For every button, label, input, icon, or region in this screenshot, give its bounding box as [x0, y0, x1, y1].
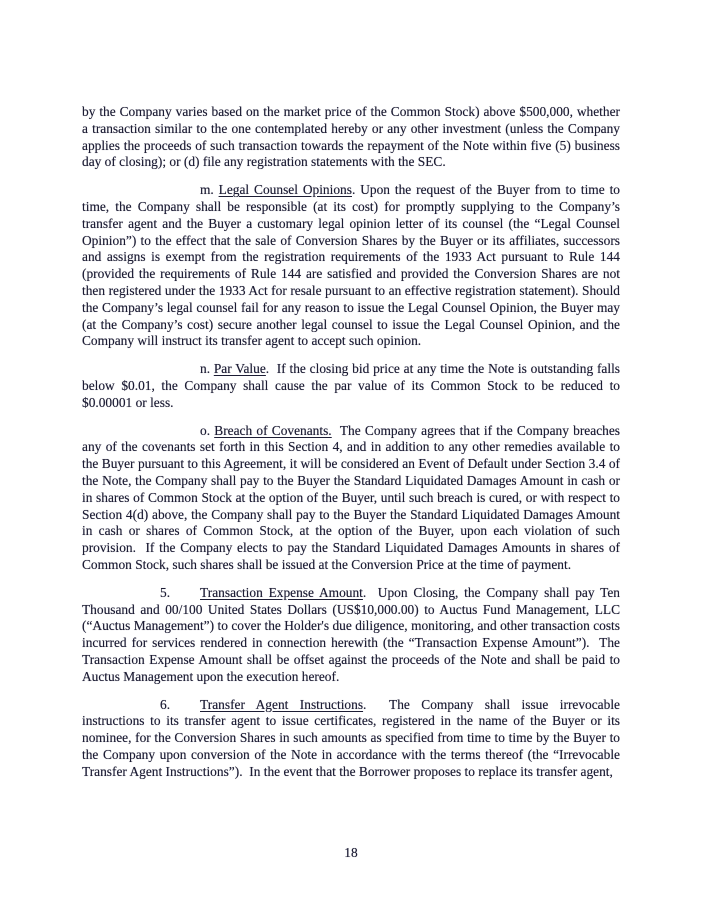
- clause-body: Upon the request of the Buyer from to time to time, the Company shall be responsible (at its cost) for promptly supplying to the Company’s transfer agent and the Buyer a customary legal opinion letter of its counsel (the “Legal Counsel Opinion”) to the effect that the sale of Conversion Shares by the Buyer or its affiliates, successors and assigns is exempt from the registration requirements of the 1933 Act pursuant to Rule 144 (provided the requirements of Rule 144 are satisfied and provided the Conversion Shares are not then registered under the 1933 Act for resale pursuant to an effective registration statement). Should the Company’s legal counsel fail for any reason to issue the Legal Counsel Opinion, the Buyer may (at the Company’s cost) secure another legal counsel to issue the Legal Counsel Opinion, and the Company will instruct its transfer agent to accept such opinion.: [82, 182, 620, 349]
- clause-label: m.: [200, 182, 219, 198]
- clause-separator: .: [265, 361, 277, 377]
- clause-separator: [332, 423, 340, 438]
- section-number: 6.: [160, 696, 171, 712]
- section-separator: .: [362, 584, 378, 600]
- clause-label: n.: [200, 361, 214, 377]
- section-body: The Company shall issue irrevocable instructions to its transfer agent to issue certificates, registered in the name of the Buyer or its nominee, for the Conversion Shares in such amounts as specified from time to time by the Buyer to the Company upon conversion of the Note in accordance with the terms thereof (the “Irrevocable Transfer Agent Instructions”). In the event that the Borrower proposes to replace its transfer agent,: [82, 696, 620, 779]
- section-separator: .: [363, 696, 390, 712]
- paragraph-clause-m: [82, 182, 620, 350]
- clause-body: If the closing bid price at any time the Note is outstanding falls below $0.01, the Company shall cause the par value of its Common Stock to be reduced to $0.00001 or less.: [82, 361, 621, 410]
- paragraph-clause-n: [82, 361, 620, 411]
- paragraph-body: by the Company varies based on the market price of the Common Stock) above $500,000, whether a transaction similar to the one contemplated hereby or any other investment (unless the Company applies the proceeds of such transaction towards the repayment of the Note within five (5) business day of closing); or (d) file any registration statements with the SEC.: [82, 104, 620, 170]
- clause-label: o.: [200, 422, 215, 438]
- paragraph-section-6: [82, 697, 620, 781]
- paragraph-section-5: [82, 585, 620, 686]
- clause-separator: .: [351, 182, 361, 198]
- section-number: 5.: [160, 584, 171, 600]
- paragraph-clause-o: [82, 423, 620, 574]
- paragraph-continuation: [82, 104, 620, 171]
- page-footer: [82, 845, 620, 861]
- section-body: Upon Closing, the Company shall pay Ten Thousand and 00/100 United States Dollars (US$10,000.00) to Auctus Fund Management, LLC (“Auctus Management”) to cover the Holder's due diligence, monitoring, and other transaction costs incurred for services rendered in connection herewith (the “Transaction Expense Amount”). The Transaction Expense Amount shall be offset against the proceeds of the Note and shall be paid to Auctus Management upon the execution hereof.: [82, 584, 620, 684]
- section-heading: Transaction Expense Amount: [200, 584, 363, 600]
- document-body: [82, 104, 620, 791]
- clause-body: The Company agrees that if the Company breaches any of the covenants set forth in this Section 4, and in addition to any other remedies available to the Buyer pursuant to this Agreement, it will be considered an Event of Default under Section 3.4 of the Note, the Company shall pay to the Buyer the Standard Liquidated Damages Amount in cash or in shares of Common Stock at the option of the Buyer, until such breach is cured, or with respect to Section 4(d) above, the Company shall pay to the Buyer the Standard Liquidated Damages Amount in cash or shares of Common Stock, at the option of the Buyer, upon each violation of such provision. If the Company elects to pay the Standard Liquidated Damages Amounts in shares of Common Stock, such shares shall be issued at the Conversion Price at the time of payment.: [82, 422, 620, 572]
- page-number: 18: [344, 845, 358, 860]
- clause-heading: Legal Counsel Opinions: [218, 182, 352, 198]
- section-heading: Transfer Agent Instructions: [200, 696, 364, 712]
- clause-heading: Breach of Covenants.: [214, 422, 332, 438]
- clause-heading: Par Value: [213, 361, 266, 377]
